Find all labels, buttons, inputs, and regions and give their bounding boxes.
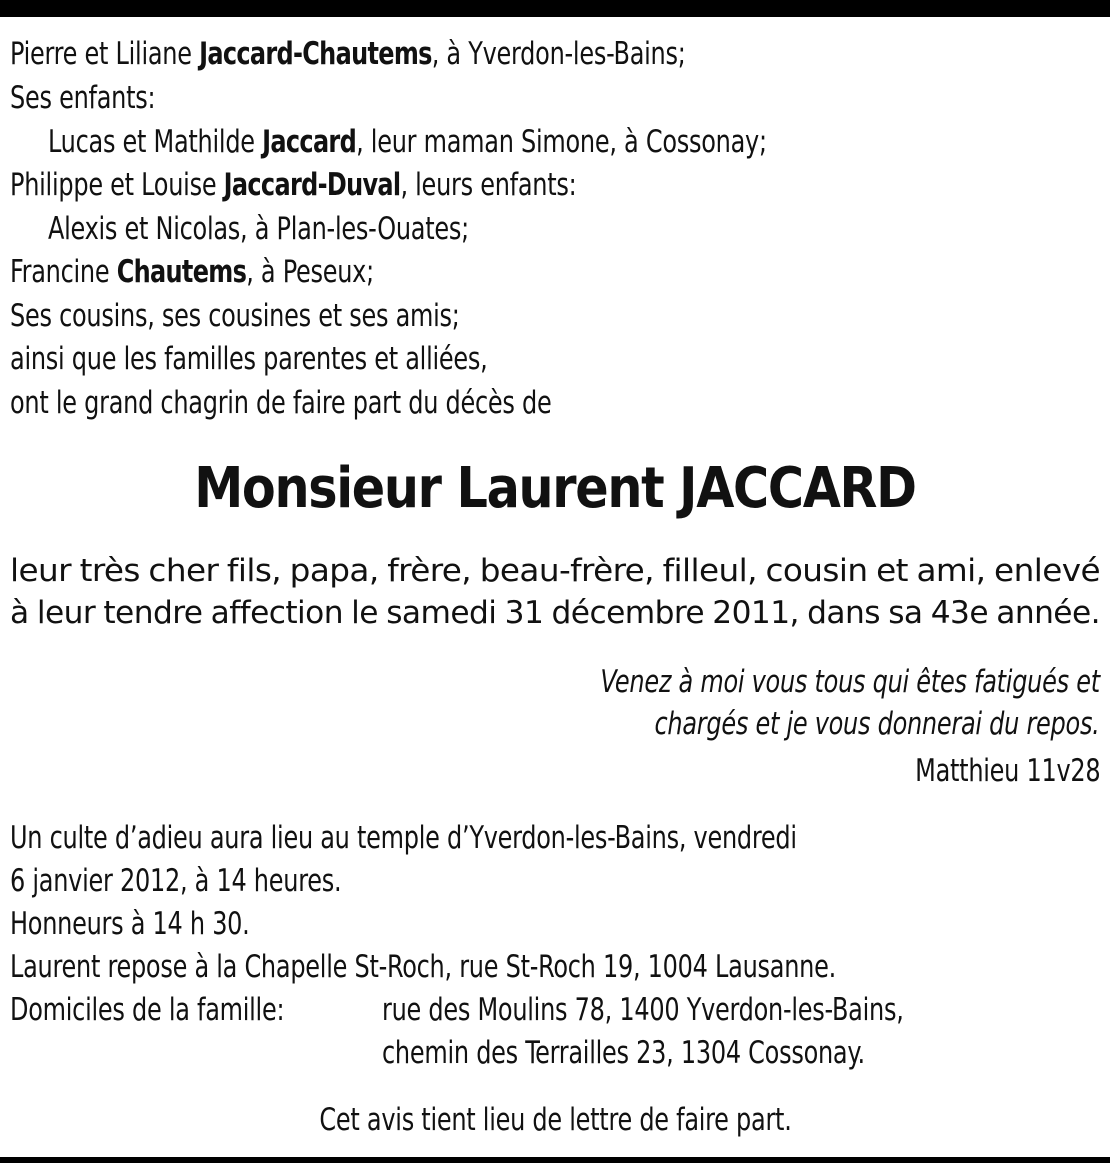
text: Pierre et Liliane <box>10 36 200 72</box>
family-line-5: Alexis et Nicolas, à Plan-les-Ouates; <box>48 211 469 247</box>
family-line-8: ainsi que les familles parentes et alliées, <box>10 341 488 377</box>
family-line-6 <box>10 252 374 292</box>
family-name: Jaccard-Duval <box>223 167 401 203</box>
family-line-4 <box>10 165 576 205</box>
deceased-name-text: Monsieur Laurent JACCARD <box>194 456 916 521</box>
bottom-rule <box>0 1157 1110 1163</box>
description-line-2 <box>10 593 1100 633</box>
honneurs-line: Honneurs à 14 h 30. <box>10 906 250 942</box>
family-line-3 <box>48 122 767 162</box>
text: Philippe et Louise <box>10 167 224 203</box>
top-rule <box>0 0 1110 17</box>
footer-note <box>0 1100 1110 1140</box>
address-2: chemin des Terrailles 23, 1304 Cossonay. <box>382 1035 865 1071</box>
family-line-1 <box>10 34 686 74</box>
text: , leurs enfants: <box>400 167 577 203</box>
family-name: Chautems <box>116 254 247 290</box>
family-line-9: ont le grand chagrin de faire part du décès de <box>10 385 552 421</box>
description-text: leur très cher fils, papa, frère, beau-frère, filleul, cousin et ami, enlevé <box>10 553 1100 589</box>
ceremony-line-2: 6 janvier 2012, à 14 heures. <box>10 863 342 899</box>
verse-line-1: Venez à moi vous tous qui êtes fatigués et <box>600 664 1100 700</box>
family-line-2: Ses enfants: <box>10 80 156 116</box>
verse-reference: Matthieu 11v28 <box>914 753 1100 789</box>
description-line-1 <box>10 551 1100 591</box>
family-name: Jaccard-Chautems <box>199 36 432 72</box>
family-line-7: Ses cousins, ses cousines et ses amis; <box>10 298 460 334</box>
repose-line: Laurent repose à la Chapelle St-Roch, rue St-Roch 19, 1004 Lausanne. <box>10 949 836 985</box>
text: , à Yverdon-les-Bains; <box>431 36 686 72</box>
text: Lucas et Mathilde <box>48 124 263 160</box>
footer-text: Cet avis tient lieu de lettre de faire part. <box>318 1102 792 1138</box>
family-name: Jaccard <box>262 124 357 160</box>
text: , à Peseux; <box>246 254 374 290</box>
text: Francine <box>10 254 117 290</box>
description-text: à leur tendre affection le samedi 31 décembre 2011, dans sa 43e année. <box>10 595 1100 631</box>
ceremony-line-1: Un culte d’adieu aura lieu au temple d’Yverdon-les-Bains, vendredi <box>10 820 797 856</box>
deceased-name <box>0 454 1110 524</box>
text: , leur maman Simone, à Cossonay; <box>356 124 767 160</box>
verse-line-2: chargés et je vous donnerai du repos. <box>654 706 1100 742</box>
address-1: rue des Moulins 78, 1400 Yverdon-les-Bains, <box>382 992 904 1028</box>
domiciles-label: Domiciles de la famille: <box>10 992 285 1028</box>
